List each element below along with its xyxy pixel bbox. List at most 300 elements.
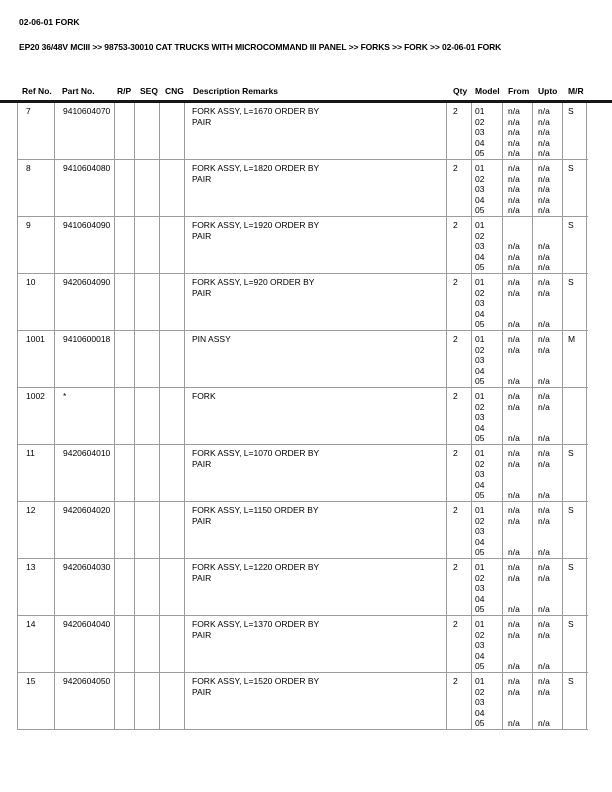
cng-cell (160, 673, 185, 729)
from-line: n/a (508, 344, 520, 355)
cng-cell (160, 331, 185, 387)
model-line: 01 (475, 619, 485, 629)
description-cell (185, 445, 447, 501)
model-line: 01 (475, 334, 485, 344)
upto-line: n/a (538, 137, 550, 148)
description-line: FORK ASSY, L=1520 ORDER BY (192, 676, 320, 686)
ref-no-cell (17, 103, 55, 159)
model-line: 04 (475, 251, 485, 262)
column-header-part-no: Part No. (62, 86, 95, 96)
from-line: n/a (508, 184, 520, 195)
upto-line (538, 355, 562, 366)
qty-cell (447, 559, 472, 615)
from-line: n/a (508, 505, 520, 515)
table-row (17, 103, 588, 160)
part-no-cell (55, 559, 115, 615)
upto-line: n/a (538, 205, 550, 216)
model-cell (472, 274, 503, 330)
column-header-from: From (508, 86, 530, 96)
from-line (508, 480, 532, 491)
from-line (508, 537, 532, 548)
from-line (508, 469, 532, 480)
from-line: n/a (508, 562, 520, 572)
description-line: FORK (192, 391, 216, 401)
rp-cell-text (117, 277, 134, 288)
upto-cell (533, 217, 563, 273)
model-line: 03 (475, 697, 485, 708)
upto-line (538, 412, 562, 423)
table-row (17, 217, 588, 274)
from-line: n/a (508, 376, 520, 387)
from-line: n/a (508, 319, 520, 330)
model-cell (472, 217, 503, 273)
upto-line: n/a (538, 604, 550, 615)
part-no-cell (55, 445, 115, 501)
column-header-description: Description Remarks (193, 86, 279, 96)
column-header-qty: Qty (453, 86, 468, 96)
part-no-cell-text: 9410600018 (63, 334, 111, 344)
model-cell (472, 673, 503, 729)
model-line: 02 (475, 515, 485, 526)
table-row (17, 274, 588, 331)
cng-cell-text (163, 163, 184, 174)
rp-cell-text (117, 619, 134, 630)
part-no-cell (55, 103, 115, 159)
upto-line (538, 640, 562, 651)
mr-cell (563, 217, 587, 273)
cng-cell (160, 388, 185, 444)
model-cell (472, 331, 503, 387)
upto-cell (533, 445, 563, 501)
ref-no-cell-text: 14 (26, 619, 36, 629)
rp-cell (115, 559, 135, 615)
from-line: n/a (508, 448, 520, 458)
model-line: 04 (475, 365, 485, 376)
rp-cell (115, 673, 135, 729)
from-cell (503, 445, 533, 501)
model-line: 03 (475, 526, 485, 537)
upto-line (538, 697, 562, 708)
from-cell (503, 559, 533, 615)
cng-cell-text (163, 391, 184, 402)
mr-cell (563, 388, 587, 444)
upto-cell (533, 673, 563, 729)
model-cell (472, 103, 503, 159)
model-line: 01 (475, 277, 485, 287)
from-line: n/a (508, 604, 520, 615)
seq-cell-text (138, 220, 159, 231)
upto-line: n/a (538, 547, 550, 558)
seq-cell-text (138, 391, 159, 402)
upto-line (538, 708, 562, 719)
mr-cell (563, 445, 587, 501)
model-line: 04 (475, 137, 485, 148)
upto-line (538, 480, 562, 491)
ref-no-cell-text: 1002 (26, 391, 45, 401)
model-line: 01 (475, 448, 485, 458)
upto-line (538, 583, 562, 594)
column-header-seq: SEQ (140, 86, 158, 96)
upto-line: n/a (538, 241, 550, 252)
model-line: 02 (475, 344, 485, 355)
model-cell (472, 388, 503, 444)
seq-cell (135, 103, 160, 159)
seq-cell-text (138, 676, 159, 687)
mr-cell-text: S (568, 220, 574, 230)
mr-cell (563, 616, 587, 672)
from-line (508, 298, 532, 309)
model-line: 05 (475, 490, 485, 501)
qty-cell (447, 217, 472, 273)
upto-line (538, 423, 562, 434)
model-cell (472, 160, 503, 216)
description-line: PAIR (192, 116, 212, 127)
model-line: 01 (475, 562, 485, 572)
description-cell (185, 274, 447, 330)
rp-cell-text (117, 334, 134, 345)
seq-cell-text (138, 277, 159, 288)
from-line: n/a (508, 116, 520, 127)
model-line: 02 (475, 629, 485, 640)
upto-cell (533, 274, 563, 330)
cng-cell (160, 103, 185, 159)
qty-cell (447, 274, 472, 330)
from-line: n/a (508, 572, 520, 583)
part-no-cell-text: 9410604080 (63, 163, 111, 173)
upto-cell (533, 331, 563, 387)
mr-cell-text: M (568, 334, 576, 344)
qty-cell-text: 2 (453, 277, 458, 287)
seq-cell-text (138, 619, 159, 630)
upto-line: n/a (538, 490, 550, 501)
cng-cell-text (163, 619, 184, 630)
part-no-cell (55, 502, 115, 558)
qty-cell (447, 502, 472, 558)
model-line: 01 (475, 220, 485, 230)
qty-cell-text: 2 (453, 562, 458, 572)
seq-cell (135, 274, 160, 330)
part-no-cell (55, 616, 115, 672)
upto-line: n/a (538, 251, 550, 262)
model-line: 05 (475, 604, 485, 615)
upto-line: n/a (538, 676, 550, 686)
model-line: 02 (475, 686, 485, 697)
upto-line: n/a (538, 334, 550, 344)
model-line: 04 (475, 194, 485, 205)
description-line: FORK ASSY, L=1670 ORDER BY (192, 106, 320, 116)
from-line (508, 708, 532, 719)
from-line: n/a (508, 287, 520, 298)
mr-cell-text: S (568, 619, 574, 629)
upto-line: n/a (538, 562, 550, 572)
seq-cell (135, 160, 160, 216)
model-line: 03 (475, 412, 485, 423)
description-line: PIN ASSY (192, 334, 231, 344)
rp-cell-text (117, 676, 134, 687)
from-line: n/a (508, 458, 520, 469)
cng-cell-text (163, 676, 184, 687)
mr-cell (563, 673, 587, 729)
from-line (508, 231, 532, 242)
rp-cell-text (117, 106, 134, 117)
qty-cell (447, 673, 472, 729)
from-line: n/a (508, 661, 520, 672)
model-line: 03 (475, 640, 485, 651)
model-line: 03 (475, 469, 485, 480)
from-line (508, 697, 532, 708)
qty-cell (447, 331, 472, 387)
cng-cell-text (163, 334, 184, 345)
page-title: 02-06-01 FORK (19, 17, 80, 27)
from-line: n/a (508, 137, 520, 148)
parts-table (17, 103, 588, 730)
rp-cell (115, 103, 135, 159)
cng-cell-text (163, 448, 184, 459)
upto-line: n/a (538, 163, 550, 173)
from-line: n/a (508, 515, 520, 526)
ref-no-cell-text: 13 (26, 562, 36, 572)
upto-cell (533, 103, 563, 159)
from-line (508, 640, 532, 651)
ref-no-cell (17, 616, 55, 672)
upto-cell (533, 559, 563, 615)
ref-no-cell-text: 15 (26, 676, 36, 686)
model-line: 05 (475, 433, 485, 444)
upto-cell (533, 616, 563, 672)
from-cell (503, 274, 533, 330)
model-line: 04 (475, 650, 485, 661)
model-line: 02 (475, 572, 485, 583)
cng-cell (160, 217, 185, 273)
upto-line (538, 220, 562, 231)
table-row (17, 160, 588, 217)
description-cell (185, 502, 447, 558)
from-cell (503, 331, 533, 387)
cng-cell (160, 616, 185, 672)
description-line: FORK ASSY, L=1070 ORDER BY (192, 448, 320, 458)
description-cell (185, 616, 447, 672)
model-line: 05 (475, 547, 485, 558)
description-cell (185, 103, 447, 159)
description-cell (185, 559, 447, 615)
upto-line: n/a (538, 148, 550, 159)
qty-cell-text: 2 (453, 676, 458, 686)
column-header-mr: M/R (568, 86, 584, 96)
seq-cell (135, 388, 160, 444)
seq-cell-text (138, 562, 159, 573)
cng-cell (160, 445, 185, 501)
from-cell (503, 673, 533, 729)
mr-cell (563, 559, 587, 615)
from-line: n/a (508, 251, 520, 262)
rp-cell-text (117, 562, 134, 573)
upto-line (538, 469, 562, 480)
mr-cell (563, 103, 587, 159)
from-line (508, 309, 532, 320)
description-line: FORK ASSY, L=920 ORDER BY (192, 277, 315, 287)
part-no-cell (55, 673, 115, 729)
breadcrumb: EP20 36/48V MCIII >> 98753-30010 CAT TRUCKS WITH MICROCOMMAND III PANEL >> FORKS >> FORK >> 02-06-01 FORK (19, 42, 502, 52)
column-header-model: Model (475, 86, 500, 96)
rp-cell (115, 388, 135, 444)
column-header-cng: CNG (165, 86, 184, 96)
seq-cell (135, 673, 160, 729)
table-row (17, 616, 588, 673)
rp-cell-text (117, 391, 134, 402)
from-line: n/a (508, 106, 520, 116)
from-line: n/a (508, 676, 520, 686)
from-line: n/a (508, 433, 520, 444)
column-header-upto: Upto (538, 86, 558, 96)
model-line: 01 (475, 505, 485, 515)
mr-cell-text: S (568, 505, 574, 515)
mr-cell-text: S (568, 277, 574, 287)
description-cell (185, 160, 447, 216)
upto-line: n/a (538, 184, 550, 195)
upto-line: n/a (538, 619, 550, 629)
qty-cell (447, 616, 472, 672)
seq-cell-text (138, 334, 159, 345)
model-line: 04 (475, 536, 485, 547)
model-cell (472, 502, 503, 558)
upto-line: n/a (538, 572, 550, 583)
description-line: PAIR (192, 572, 212, 583)
rp-cell (115, 160, 135, 216)
rp-cell (115, 445, 135, 501)
model-line: 05 (475, 319, 485, 330)
qty-cell (447, 160, 472, 216)
upto-line: n/a (538, 448, 550, 458)
model-line: 01 (475, 163, 485, 173)
upto-line: n/a (538, 661, 550, 672)
description-cell (185, 217, 447, 273)
upto-line: n/a (538, 391, 550, 401)
qty-cell-text: 2 (453, 163, 458, 173)
part-no-cell-text: 9420604090 (63, 277, 111, 287)
table-row (17, 502, 588, 559)
mr-cell (563, 502, 587, 558)
qty-cell-text: 2 (453, 448, 458, 458)
model-cell (472, 559, 503, 615)
from-line: n/a (508, 547, 520, 558)
upto-line: n/a (538, 262, 550, 273)
model-line: 02 (475, 287, 485, 298)
part-no-cell-text: 9420604030 (63, 562, 111, 572)
seq-cell-text (138, 448, 159, 459)
description-line: PAIR (192, 230, 212, 241)
table-row (17, 331, 588, 388)
model-cell (472, 445, 503, 501)
from-line: n/a (508, 148, 520, 159)
table-row (17, 559, 588, 616)
qty-cell (447, 103, 472, 159)
mr-cell-text: S (568, 562, 574, 572)
model-line: 05 (475, 718, 485, 729)
mr-cell (563, 331, 587, 387)
qty-cell-text: 2 (453, 334, 458, 344)
from-line (508, 583, 532, 594)
model-line: 01 (475, 676, 485, 686)
ref-no-cell (17, 502, 55, 558)
rp-cell-text (117, 163, 134, 174)
part-no-cell-text: 9420604050 (63, 676, 111, 686)
model-line: 05 (475, 376, 485, 387)
cng-cell-text (163, 220, 184, 231)
from-line: n/a (508, 401, 520, 412)
upto-line: n/a (538, 376, 550, 387)
from-line: n/a (508, 490, 520, 501)
ref-no-cell-text: 1001 (26, 334, 45, 344)
mr-cell (563, 160, 587, 216)
mr-cell (563, 274, 587, 330)
model-line: 03 (475, 298, 485, 309)
ref-no-cell (17, 217, 55, 273)
upto-line: n/a (538, 127, 550, 138)
upto-line: n/a (538, 686, 550, 697)
description-line: PAIR (192, 173, 212, 184)
from-line: n/a (508, 391, 520, 401)
ref-no-cell-text: 10 (26, 277, 36, 287)
model-line: 04 (475, 479, 485, 490)
seq-cell (135, 559, 160, 615)
upto-line: n/a (538, 194, 550, 205)
part-no-cell-text: 9410604090 (63, 220, 111, 230)
ref-no-cell (17, 388, 55, 444)
model-line: 04 (475, 308, 485, 319)
from-cell (503, 160, 533, 216)
model-line: 03 (475, 127, 485, 138)
seq-cell-text (138, 106, 159, 117)
upto-line: n/a (538, 344, 550, 355)
cng-cell (160, 502, 185, 558)
upto-line: n/a (538, 458, 550, 469)
from-line: n/a (508, 127, 520, 138)
upto-line (538, 366, 562, 377)
from-cell (503, 217, 533, 273)
upto-line: n/a (538, 515, 550, 526)
upto-line: n/a (538, 319, 550, 330)
upto-line: n/a (538, 116, 550, 127)
seq-cell (135, 502, 160, 558)
from-line (508, 594, 532, 605)
column-header-ref-no: Ref No. (22, 86, 52, 96)
from-line: n/a (508, 163, 520, 173)
description-line: FORK ASSY, L=1220 ORDER BY (192, 562, 320, 572)
model-line: 05 (475, 205, 485, 216)
part-no-cell (55, 160, 115, 216)
model-line: 03 (475, 184, 485, 195)
from-line (508, 651, 532, 662)
from-cell (503, 502, 533, 558)
mr-cell-text: S (568, 448, 574, 458)
qty-cell (447, 388, 472, 444)
cng-cell-text (163, 277, 184, 288)
table-row (17, 388, 588, 445)
model-line: 02 (475, 116, 485, 127)
qty-cell-text: 2 (453, 391, 458, 401)
table-row (17, 445, 588, 502)
ref-no-cell (17, 160, 55, 216)
model-line: 02 (475, 173, 485, 184)
model-line: 04 (475, 707, 485, 718)
upto-cell (533, 388, 563, 444)
qty-cell-text: 2 (453, 220, 458, 230)
upto-line: n/a (538, 106, 550, 116)
ref-no-cell-text: 7 (26, 106, 31, 116)
model-line: 04 (475, 422, 485, 433)
part-no-cell-text: 9420604020 (63, 505, 111, 515)
upto-line: n/a (538, 433, 550, 444)
